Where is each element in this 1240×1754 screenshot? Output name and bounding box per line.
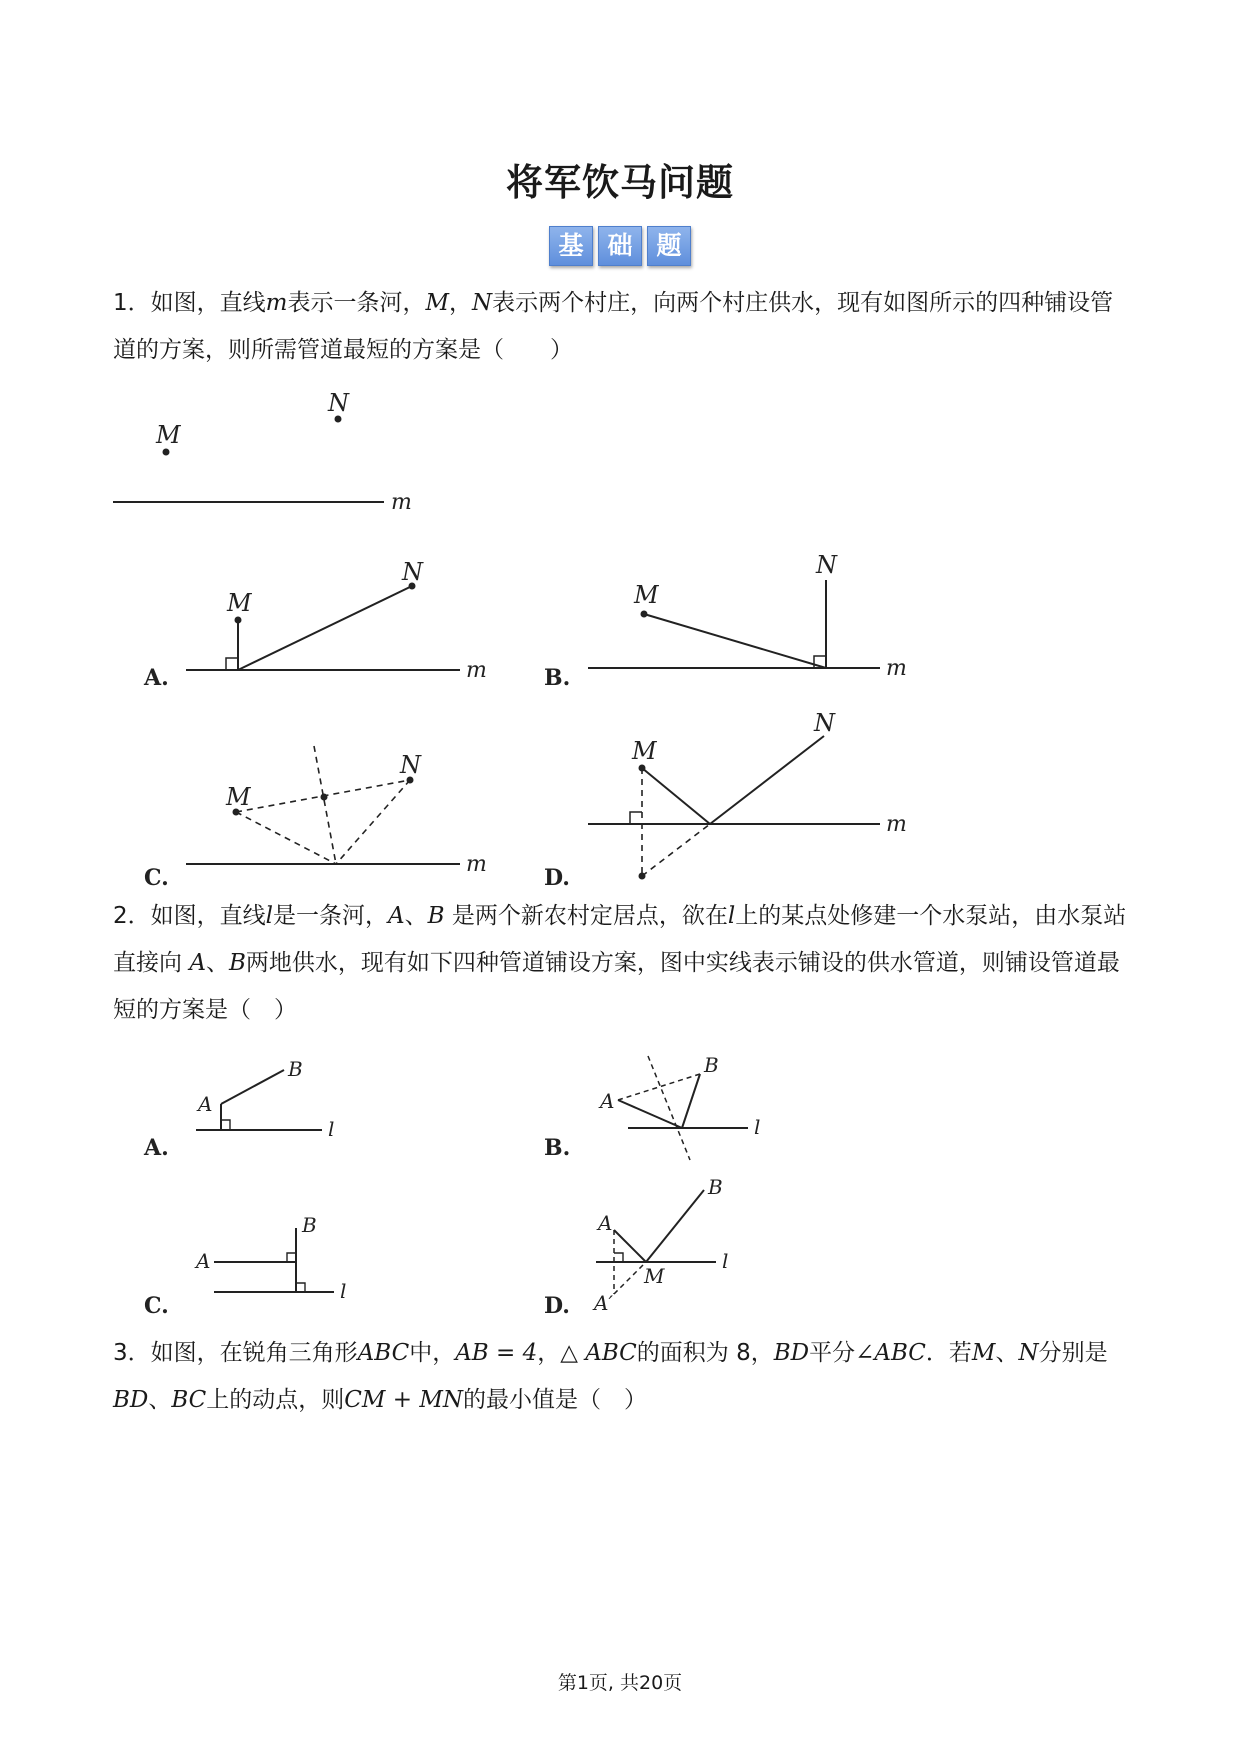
label-b: B <box>708 1175 723 1199</box>
option-c-label: C. <box>144 1293 169 1319</box>
label-b: B <box>288 1057 303 1081</box>
label-m: M <box>156 421 181 449</box>
badge-char-3: 题 <box>647 226 691 266</box>
label-m: M <box>226 783 251 811</box>
label-b: B <box>704 1053 719 1077</box>
right-angle-mark-top <box>287 1253 296 1262</box>
point-m <box>163 449 170 456</box>
label-n: N <box>814 709 835 737</box>
badge-char-2: 础 <box>598 226 642 266</box>
page-footer: 第1页, 共20页 <box>557 1672 683 1694</box>
label-a: A <box>598 1211 613 1235</box>
label-a: A <box>600 1089 615 1113</box>
point-m <box>639 765 646 772</box>
label-m: M <box>644 1264 665 1288</box>
right-angle-mark-bottom <box>296 1283 305 1292</box>
label-river-m: m <box>466 852 487 877</box>
label-river-l: l <box>722 1249 729 1273</box>
label-b: B <box>302 1213 317 1237</box>
right-angle-mark <box>221 1120 230 1130</box>
option-d-label: D. <box>544 1293 570 1319</box>
badge-char-1: 基 <box>549 226 593 266</box>
option-b-label: B. <box>544 1135 571 1161</box>
label-n: N <box>402 558 423 586</box>
label-river-m: m <box>886 656 907 681</box>
label-m: M <box>632 737 657 765</box>
label-river-l: l <box>340 1279 347 1303</box>
label-river-m: m <box>886 812 907 837</box>
label-m: M <box>634 581 659 609</box>
dashed-construction <box>236 746 410 864</box>
label-a: A <box>196 1249 211 1273</box>
option-a-label: A. <box>144 665 169 691</box>
dashed-reflection <box>642 768 710 876</box>
question-3: 3．如图，在锐角三角形ABC中，AB = 4，△ ABC的面积为 8，BD平分∠ABC．若M、N分别是BD、BC上的动点，则CM + MN的最小值是（ ） <box>113 1340 1108 1413</box>
pipe-a-to-b <box>221 1070 284 1104</box>
pipe-to-n <box>238 586 412 670</box>
label-river-m: m <box>466 658 487 683</box>
label-river-l: l <box>328 1117 335 1141</box>
point-m-reflection <box>639 873 646 880</box>
q1-option-b <box>544 551 907 691</box>
label-n: N <box>400 751 421 779</box>
question-1: 1．如图，直线m表示一条河，M，N表示两个村庄，向两个村庄供水，现有如图所示的四种铺设管道的方案，则所需管道最短的方案是（ ） <box>113 290 1114 363</box>
pipe-from-a <box>614 1230 646 1262</box>
label-m: M <box>227 589 252 617</box>
q2-option-a <box>143 1057 334 1161</box>
q1-base-figure <box>113 389 412 515</box>
label-n: N <box>816 551 837 579</box>
page-title: 将军饮马问题 <box>506 160 734 204</box>
pipe-to-b <box>646 1190 704 1262</box>
pipe-to-n <box>710 736 824 824</box>
label-a-prime: A′ <box>594 1291 613 1315</box>
q2-option-c <box>144 1213 346 1319</box>
q2-option-d <box>544 1175 728 1319</box>
option-b-label: B. <box>544 665 571 691</box>
pipe-from-m <box>642 768 710 824</box>
q1-option-d <box>544 709 907 891</box>
point-m <box>235 617 242 624</box>
option-c-label: C. <box>144 865 169 891</box>
right-angle-mark <box>226 658 238 670</box>
right-angle-mark <box>614 1253 623 1262</box>
label-river-l: l <box>754 1115 761 1139</box>
q2-option-b <box>544 1053 760 1161</box>
pipe-from-m <box>644 614 826 668</box>
point-m <box>641 611 648 618</box>
question-2: 2．如图，直线l是一条河，A、B 是两个新农村定居点，欲在l上的某点处修建一个水泵站，由水泵站直接向 A、B两地供水，现有如下四种管道铺设方案，图中实线表示铺设的供水管道，则铺设管道最短的方案是（ ） <box>113 903 1127 1023</box>
pipe-to-b <box>682 1074 700 1128</box>
label-a: A <box>198 1092 213 1116</box>
label-n: N <box>328 389 349 417</box>
option-a-label: A. <box>144 1135 169 1161</box>
intersection-point <box>321 794 328 801</box>
q1-option-c <box>144 746 487 891</box>
option-d-label: D. <box>544 865 570 891</box>
pipe-from-a <box>618 1100 682 1128</box>
label-river-m: m <box>391 490 412 515</box>
right-angle-mark <box>630 812 642 824</box>
q1-option-a <box>143 558 487 691</box>
